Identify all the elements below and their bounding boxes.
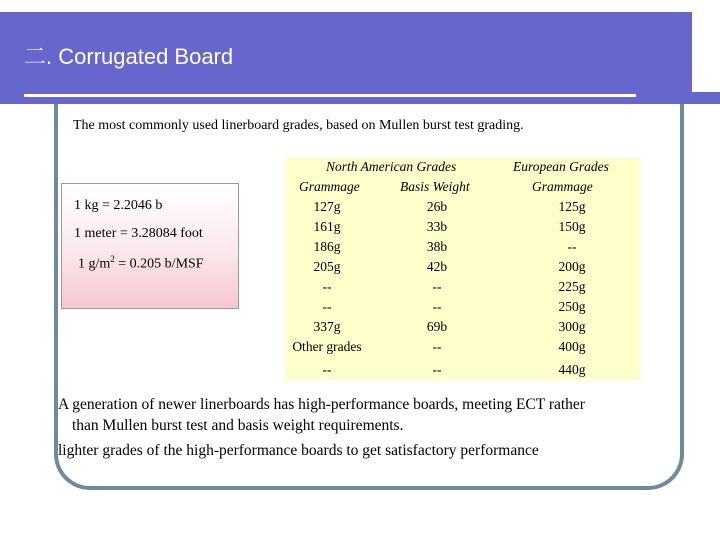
table-cell-basis-weight: 26b xyxy=(426,199,448,214)
table-cell-na-grammage: Other grades xyxy=(292,339,362,354)
title-prefix: 二 xyxy=(24,44,47,69)
table-cell-eu-grammage: -- xyxy=(567,239,577,254)
table-header-north-american: North American Grades xyxy=(326,159,457,174)
table-cell-na-grammage: 337g xyxy=(313,319,341,334)
body-line-3: lighter grades of the high-performance boards to get satisfactory performance xyxy=(58,442,539,459)
conversion-meter: 1 meter = 3.28084 foot xyxy=(74,226,203,241)
table-cell-eu-grammage: 300g xyxy=(558,319,586,334)
table-cell-eu-grammage: 150g xyxy=(558,219,586,234)
body-line-1: A generation of newer linerboards has high-performance boards, meeting ECT rather xyxy=(58,396,585,413)
title-underline xyxy=(24,94,636,97)
table-cell-basis-weight: -- xyxy=(432,339,442,354)
table-cell-na-grammage: 161g xyxy=(313,219,341,234)
page-title xyxy=(24,40,233,71)
table-cell-basis-weight: -- xyxy=(432,299,442,314)
table-cell-na-grammage: -- xyxy=(322,362,332,377)
table-cell-eu-grammage: 200g xyxy=(558,259,586,274)
table-cell-basis-weight: -- xyxy=(432,279,442,294)
body-line-2: than Mullen burst test and basis weight requirements. xyxy=(72,417,404,434)
title-bar-notch xyxy=(692,12,720,104)
table-cell-na-grammage: 127g xyxy=(313,199,341,214)
table-cell-na-grammage: 205g xyxy=(313,259,341,274)
title-text: . Corrugated Board xyxy=(46,44,234,69)
conversion-gsm: 1 $g/m^2 = 0.205$ b/MSF xyxy=(78,254,204,272)
table-cell-na-grammage: -- xyxy=(322,279,332,294)
table-cell-eu-grammage: 400g xyxy=(558,339,586,354)
table-cell-eu-grammage: 440g xyxy=(558,362,586,377)
table-cell-basis-weight: 42b xyxy=(426,259,448,274)
column-header-eu-grammage: Grammage xyxy=(532,179,593,194)
table-cell-na-grammage: -- xyxy=(322,299,332,314)
table-cell-eu-grammage: 125g xyxy=(558,199,586,214)
table-header-european: European Grades xyxy=(513,159,609,174)
table-cell-basis-weight: -- xyxy=(432,362,442,377)
table-cell-basis-weight: 33b xyxy=(426,219,448,234)
table-cell-eu-grammage: 225g xyxy=(558,279,586,294)
table-cell-eu-grammage: 250g xyxy=(558,299,586,314)
column-header-basis-weight: Basis Weight xyxy=(400,179,470,194)
column-header-grammage: Grammage xyxy=(299,179,360,194)
table-cell-basis-weight: 69b xyxy=(426,319,448,334)
unit-conversion-box xyxy=(61,183,239,309)
conversion-kg: 1 kg = 2.2046 b xyxy=(74,198,163,213)
grades-table xyxy=(285,158,640,380)
table-cell-basis-weight: 38b xyxy=(426,239,448,254)
table-cell-na-grammage: 186g xyxy=(313,239,341,254)
subtitle: The most commonly used linerboard grades, based on Mullen burst test grading. xyxy=(73,118,524,133)
